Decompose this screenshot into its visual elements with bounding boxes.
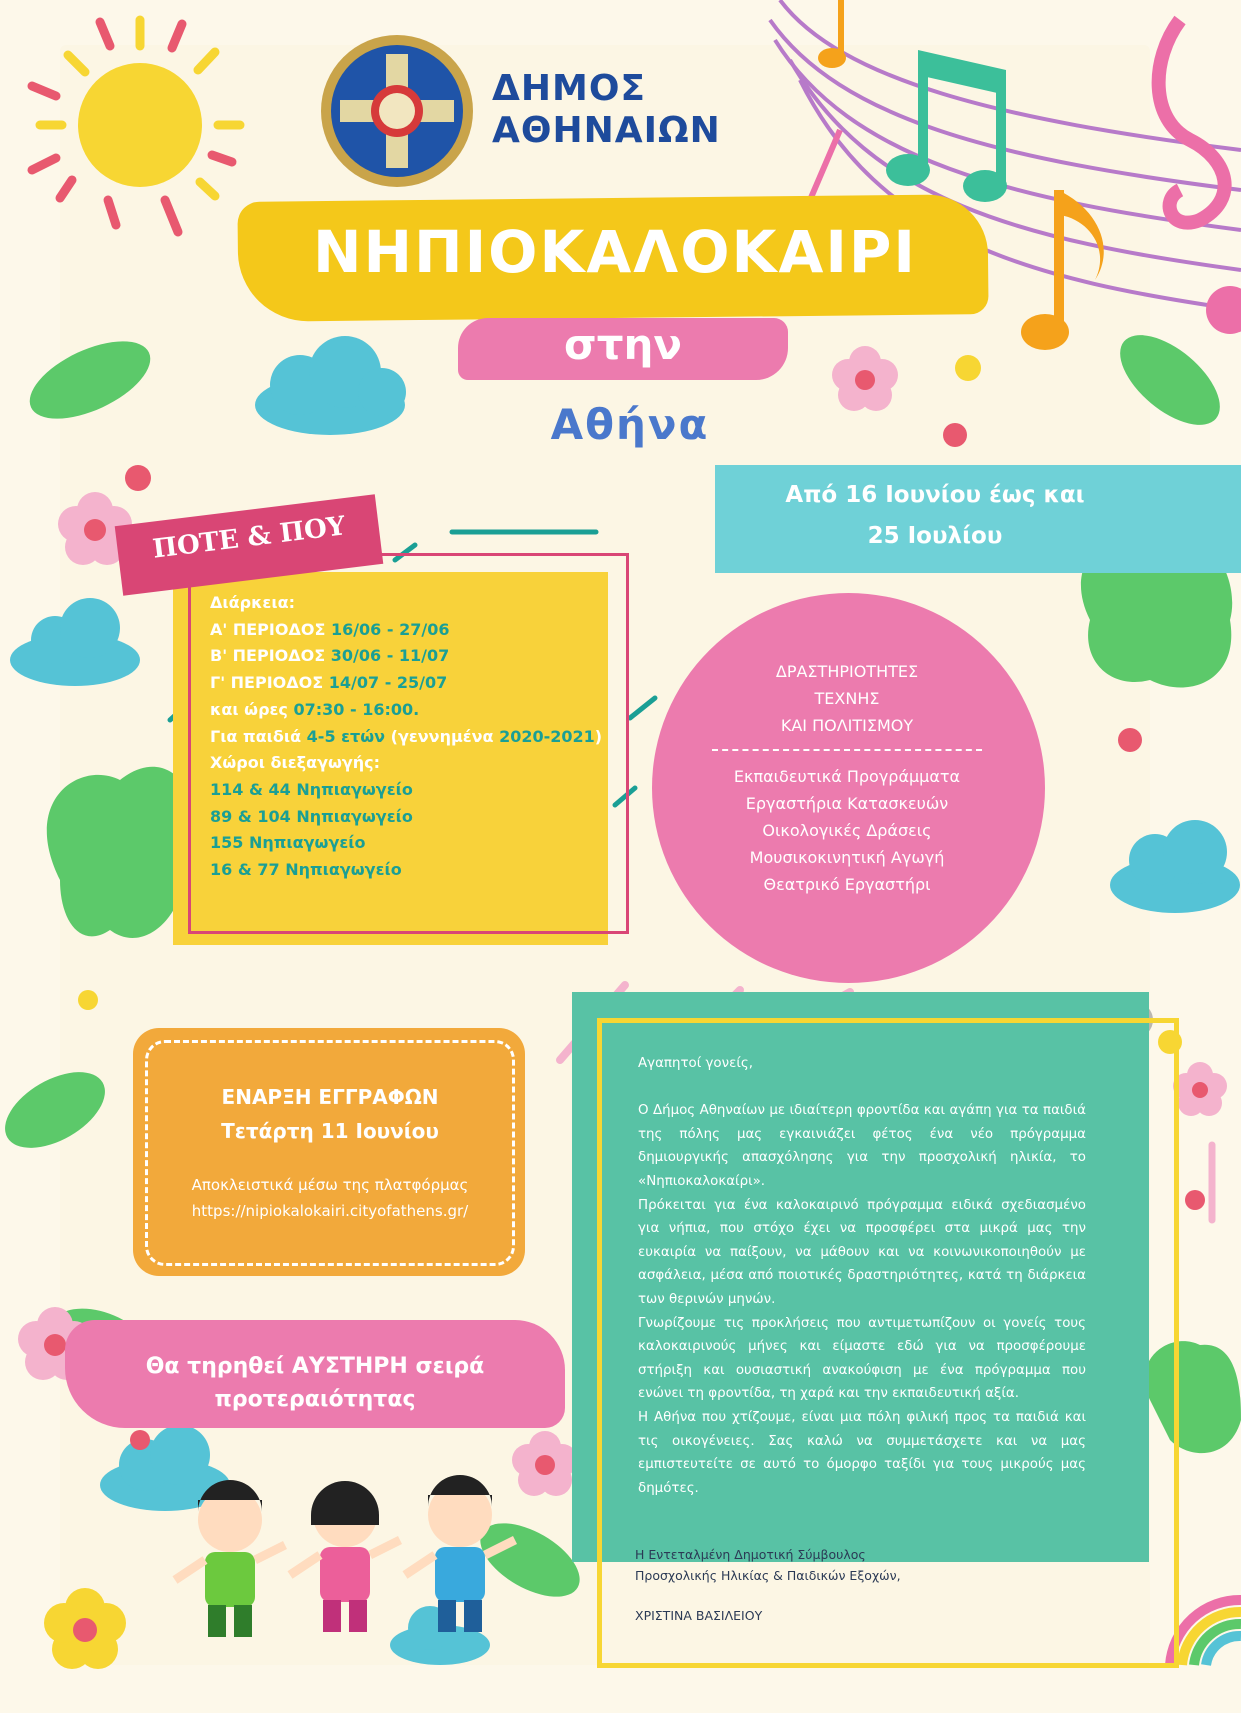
- sun-icon: [32, 20, 240, 232]
- born-suffix: ): [594, 726, 603, 746]
- venue-item: 114 & 44 Νηπιαγωγείο: [210, 779, 413, 799]
- registration-note: Αποκλειστικά μέσω της πλατφόρμας: [191, 1176, 469, 1194]
- signature-role1: Η Εντεταλμένη Δημοτική Σύμβουλος: [635, 1547, 866, 1562]
- activities-heading-line: ΚΑΙ ΠΟΛΙΤΙΣΜΟΥ: [780, 716, 914, 735]
- registration-title: ΕΝΑΡΞΗ ΕΓΓΡΑΦΩΝ: [221, 1085, 439, 1109]
- priority-line2: προτεραιότητας: [214, 1387, 416, 1412]
- ages-value: 4-5 ετών: [306, 726, 386, 746]
- period-a-dates: 16/06 - 27/06: [330, 619, 450, 639]
- period-b-dates: 30/06 - 11/07: [330, 646, 450, 666]
- period-c-label: Γ' ΠΕΡΙΟΔΟΣ: [210, 673, 329, 693]
- venue-item: 89 & 104 Νηπιαγωγείο: [210, 806, 413, 826]
- hours: [210, 697, 630, 724]
- municipality-name-line2: ΑΘΗΝΑΙΩΝ: [492, 110, 721, 151]
- registration-url-link[interactable]: https://nipiokalokairi.cityofathens.gr/: [191, 1202, 469, 1220]
- born-years: 2020-2021: [499, 726, 595, 746]
- program-dates-line2: 25 Ιουλίου: [867, 523, 1003, 549]
- letter-paragraph: Γνωρίζουμε τις προκλήσεις που αντιμετωπίζουν οι γονείς τους καλοκαιρινούς μήνες και είμαστε εδώ για να προσφέρουμε στήριξη και ουσιαστική ανακούφιση με ένα πρόγραμμα που ενώνει τη φροντίδα, τη χαρά και την εκπαιδευτική αξία.: [638, 1315, 1086, 1402]
- activity-item: Θεατρικό Εργαστήρι: [763, 875, 931, 894]
- activity-item: Εκπαιδευτικά Προγράμματα: [733, 767, 961, 786]
- signature: [635, 1545, 1135, 1627]
- hours-value: 07:30 - 16:00.: [293, 699, 420, 719]
- letter-paragraph: Πρόκειται για ένα καλοκαιρινό πρόγραμμα ειδικά σχεδιασμένο για νήπια, που στόχο έχει να προσφέρει στα μικρά μας την ευκαιρία να παίξουν, να μάθουν και να κοινωνικοποιηθούν με ασφάλεια, μέσα από ποιοτικές δραστηριότητες, κατά τη διάρκεια των θερινών μηνών.: [638, 1197, 1086, 1307]
- municipality-name-line1: ΔΗΜΟΣ: [492, 68, 647, 109]
- ages: [210, 724, 630, 751]
- letter-spacer: [638, 1076, 1086, 1100]
- period-a: [210, 617, 630, 644]
- municipality-name: [492, 68, 721, 152]
- registration-date: Τετάρτη 11 Ιουνίου: [221, 1119, 439, 1143]
- activities-content: [712, 658, 982, 898]
- registration-content: [150, 1080, 510, 1224]
- period-a-label: Α' ΠΕΡΙΟΔΟΣ: [210, 619, 331, 639]
- signature-role2: Προσχολικής Ηλικίας & Παιδικών Εξοχών,: [635, 1567, 901, 1583]
- letter-paragraph: Ο Δήμος Αθηναίων με ιδιαίτερη φροντίδα και αγάπη για τα παιδιά της πόλης μας εγκαινιάζει φέτος ένα νέο πρόγραμμα δημιουργικής απασχόλησης για την προσχολική ηλικία, το «Νηπιοκαλοκαίρι».: [638, 1103, 1086, 1189]
- logo: [318, 32, 476, 190]
- activities-divider: [712, 749, 982, 751]
- activity-item: Μουσικοκινητική Αγωγή: [749, 848, 945, 867]
- signature-name: ΧΡΙΣΤΙΝΑ ΒΑΣΙΛΕΙΟΥ: [635, 1608, 763, 1623]
- dancing-children-illustration: [175, 1475, 515, 1637]
- ages-prefix: Για παιδιά: [210, 726, 307, 746]
- venue-item: 155 Νηπιαγωγείο: [210, 833, 366, 853]
- venues-label: Χώροι διεξαγωγής:: [210, 753, 381, 773]
- period-b-label: Β' ΠΕΡΙΟΔΟΣ: [210, 646, 331, 666]
- municipality-seal-icon: [318, 32, 476, 190]
- priority-note: [105, 1350, 525, 1416]
- hours-label: και ώρες: [210, 699, 294, 719]
- priority-line1: Θα τηρηθεί ΑΥΣΤΗΡΗ σειρά: [145, 1354, 485, 1379]
- activity-item: Εργαστήρια Κατασκευών: [745, 794, 949, 813]
- rainbow-icon: [1170, 1600, 1241, 1665]
- born-prefix: (γεννημένα: [385, 726, 500, 746]
- activities-heading-line: ΔΡΑΣΤΗΡΙΟΤΗΤΕΣ: [775, 662, 919, 681]
- period-c: [210, 670, 630, 697]
- subtitle: στην: [563, 320, 683, 369]
- when-where-info: [210, 590, 630, 884]
- page-title: ΝΗΠΙΟΚΑΛΟΚΑΙΡΙ: [312, 218, 918, 286]
- letter-paragraph: Η Αθήνα που χτίζουμε, είναι μια πόλη φιλική προς τα παιδιά και τις οικογένειες. Σας καλώ να συμμετάσχετε και να μας εμπιστευτείτε σε αυτό το όμορφο ταξίδι για τους μικρούς μας δημότες.: [638, 1409, 1086, 1496]
- signature-spacer: [635, 1586, 1135, 1606]
- letter-greeting: Αγαπητοί γονείς,: [638, 1056, 753, 1071]
- period-c-dates: 14/07 - 25/07: [328, 673, 448, 693]
- duration-label: Διάρκεια:: [210, 593, 295, 612]
- program-dates-line1: Από 16 Ιουνίου έως και: [785, 482, 1085, 508]
- city-title: Αθήνα: [550, 400, 710, 449]
- activities-heading-line: ΤΕΧΝΗΣ: [814, 689, 880, 708]
- when-where-tag-label: ΠΟΤΕ & ΠΟΥ: [151, 511, 347, 565]
- letter-text: [638, 1052, 1086, 1500]
- activity-item: Οικολογικές Δράσεις: [762, 821, 932, 840]
- program-dates: [715, 475, 1155, 557]
- venue-item: 16 & 77 Νηπιαγωγείο: [210, 860, 402, 880]
- period-b: [210, 643, 630, 670]
